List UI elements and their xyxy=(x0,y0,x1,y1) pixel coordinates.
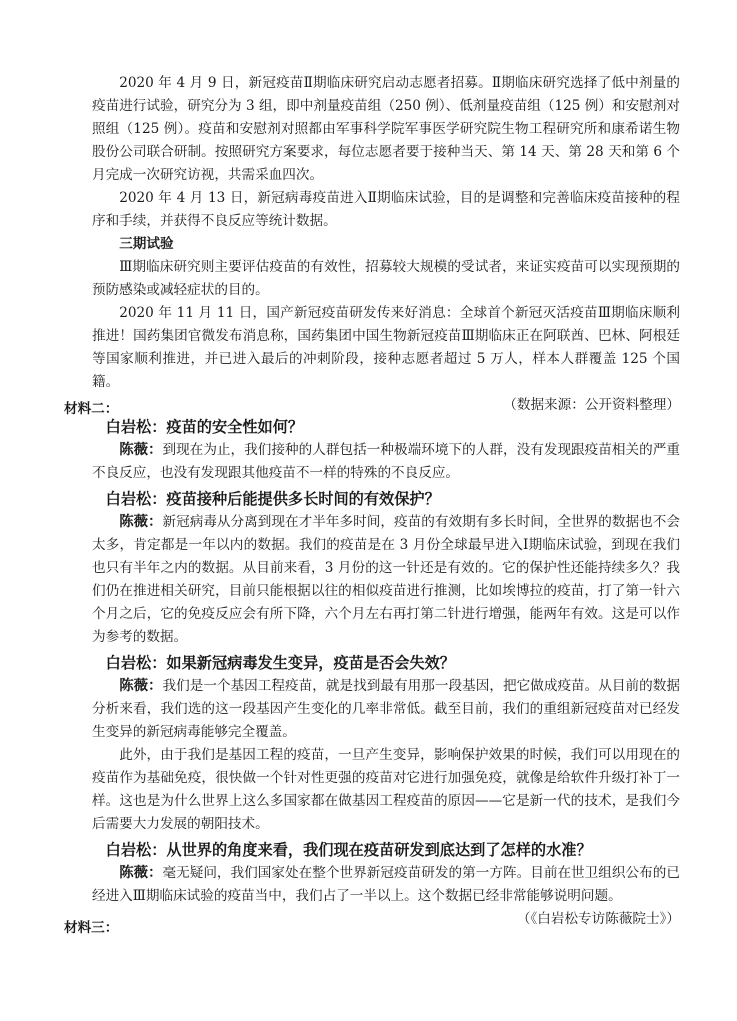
question-virus-mutation xyxy=(92,651,680,675)
source-note-two: （《白岩松专访陈薇院士》） xyxy=(516,911,680,927)
paragraph-phase3-news: 2020 年 11 月 11 日，国产新冠疫苗研发传来好消息：全球首个新冠灭活疫苗Ⅲ期临床顺利推进！国药集团官微发布消息称，国药集团中国生物新冠疫苗Ⅲ期临床正在阿联酋、巴林、阿根廷等国家顺利推进，并已进入最后的冲刺阶段，接种志愿者超过 5 万人，样本人群覆盖 125 个国籍。 xyxy=(92,305,680,390)
question-text: 从世界的角度来看，我们现在疫苗研发到底达到了怎样的水准？ xyxy=(166,841,592,859)
paragraph-phase2-recruit: 2020 年 4 月 9 日，新冠疫苗Ⅱ期临床研究启动志愿者招募。Ⅱ期临床研究选择了低中剂量的疫苗进行试验，研究分为 3 组，即中剂量疫苗组（250 例）、低剂量疫苗组（125 例）和安慰剂对照组（125 例）。疫苗和安慰剂对照都由军事科学院军事医学研究院生物工程研究所和康希诺生物股份公司联合研制。按照研究方案要求，每位志愿者要于接种当天、第 14 天、第 28 天和第 6 个月完成一次研究访视，共需采血四次。 xyxy=(92,75,680,183)
interviewer-name: 白岩松： xyxy=(105,418,167,436)
question-safety xyxy=(92,415,680,439)
interviewee-name: 陈薇： xyxy=(119,442,163,458)
answer-safety xyxy=(92,439,680,485)
interviewer-name: 白岩松： xyxy=(105,654,167,672)
question-world-level xyxy=(92,838,680,862)
material-one-section xyxy=(92,72,680,417)
question-text: 疫苗的安全性如何？ xyxy=(166,418,304,436)
subheading-phase3: 三期试验 xyxy=(119,236,174,252)
interviewer-name: 白岩松： xyxy=(105,490,167,508)
interviewer-name: 白岩松： xyxy=(105,841,167,859)
answer-text: 我们是一个基因工程疫苗，就是找到最有用那一段基因，把它做成疫苗。从目前的数据分析来看，我们选的这一段基因产生变化的几率非常低。截至目前，我们的重组新冠疫苗对已经发生变异的新冠病毒能够完全覆盖。 xyxy=(92,678,680,740)
interviewee-name: 陈薇： xyxy=(119,514,163,530)
question-text: 疫苗接种后能提供多长时间的有效保护？ xyxy=(166,490,440,508)
answer-text: 新冠病毒从分离到现在才半年多时间，疫苗的有效期有多长时间，全世界的数据也不会太多，肯定都是一年以内的数据。我们的疫苗是在 3 月份全球最早进入Ⅰ期临床试验，到现在我们也只有半年之内的数据。从目前来看，3 月份的这一针还是有效的。它的保护性还能持续多久？我们仍在推进相关研究，目前只能根据以往的相似疫苗进行推测，比如埃博拉的疫苗，打了第一针六个月之后，它的免疫反应会有所下降，六个月左右再打第二针进行增强，能两年有效。这是可以作为参考的数据。 xyxy=(92,514,680,645)
material-two-label: 材料二： xyxy=(64,401,119,417)
answer-text: 毫无疑问，我们国家处在整个世界新冠疫苗研发的第一方阵。目前在世卫组织公布的已经进入Ⅲ期临床试验的疫苗当中，我们占了一半以上。这个数据已经非常能够说明问题。 xyxy=(92,865,680,904)
paragraph-phase2-start: 2020 年 4 月 13 日，新冠病毒疫苗进入Ⅱ期临床试验，目的是调整和完善临床疫苗接种的程序和手续，并获得不良反应等统计数据。 xyxy=(92,190,680,229)
answer-world-level xyxy=(92,862,680,908)
question-protection-duration xyxy=(92,487,680,511)
answer-virus-mutation xyxy=(92,675,680,744)
interviewee-name: 陈薇： xyxy=(119,865,163,881)
answer-text: 到现在为止，我们接种的人群包括一种极端环境下的人群，没有发现跟疫苗相关的严重不良反应，也没有发现跟其他疫苗不一样的特殊的不良反应。 xyxy=(92,442,680,481)
material-three-label: 材料三： xyxy=(64,920,119,936)
interviewee-name: 陈薇： xyxy=(119,678,163,694)
interview-section xyxy=(92,414,680,931)
question-text: 如果新冠病毒发生变异，疫苗是否会失效？ xyxy=(166,654,455,672)
answer-protection-duration xyxy=(92,511,680,649)
answer-virus-mutation-continued: 此外，由于我们是基因工程的疫苗，一旦产生变异，影响保护效果的时候，我们可以用现在的疫苗作为基础免疫，很快做一个针对性更强的疫苗对它进行加强免疫，就像是给软件升级打补丁一样。这也是为什么世界上这么多国家都在做基因工程疫苗的原因——它是新一代的技术，是我们今后需要大力发展的朝阳技术。 xyxy=(92,747,680,832)
source-note-one: （数据来源：公开资料整理） xyxy=(503,397,680,413)
paragraph-phase3-purpose: Ⅲ期临床研究则主要评估疫苗的有效性，招募较大规模的受试者，来证实疫苗可以实现预期的预防感染或减轻症状的目的。 xyxy=(92,259,680,298)
